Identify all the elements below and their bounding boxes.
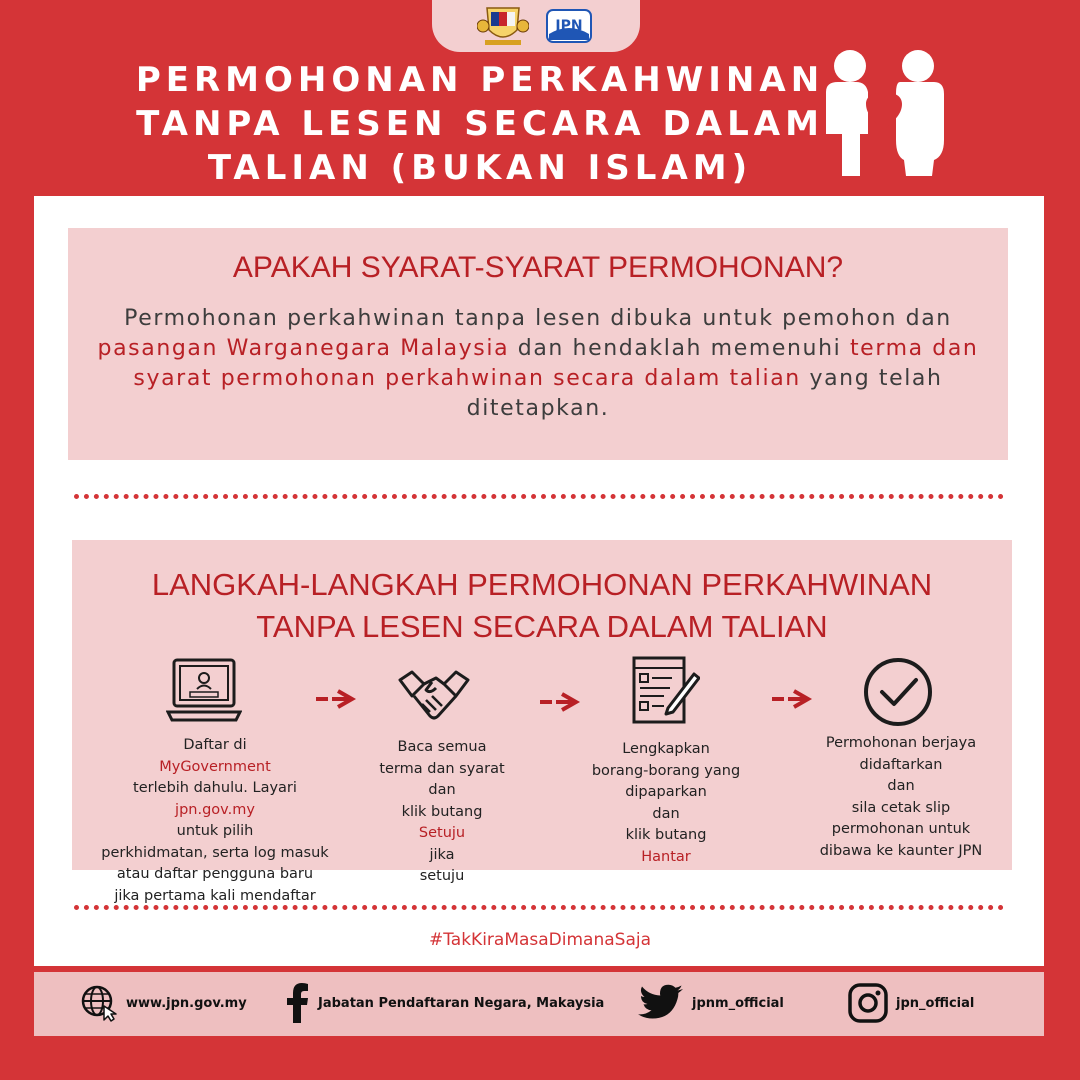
instagram-icon	[848, 983, 888, 1023]
requirements-highlight-citizens: pasangan Warganegara Malaysia	[97, 336, 510, 361]
footer-website[interactable]	[80, 982, 247, 1024]
step-3-line-3: dipaparkan	[625, 784, 707, 800]
instagram-text: jpn_official	[896, 995, 975, 1011]
requirements-text-part2: dan hendaklah memenuhi	[517, 336, 842, 361]
step-1-text	[90, 735, 340, 907]
step-4-line-3: dan	[887, 778, 915, 794]
step-4-line-4: sila cetak slip	[851, 799, 951, 816]
facebook-text: Jabatan Pendaftaran Negara, Makaysia	[318, 995, 605, 1011]
twitter-icon	[638, 984, 684, 1022]
mygovernment-link: MyGovernment	[159, 758, 271, 775]
step-2-line-2: terma dan syarat	[379, 760, 505, 777]
facebook-icon	[284, 983, 310, 1023]
svg-text:JPN: JPN	[555, 18, 583, 34]
website-text: www.jpn.gov.my	[126, 995, 247, 1011]
step-4-text	[796, 733, 1006, 862]
footer-facebook[interactable]	[284, 982, 604, 1024]
handshake-icon	[396, 660, 472, 732]
step-1-line-3b: untuk pilih	[176, 823, 254, 839]
step-3-line-2: borang-borang yang	[591, 762, 741, 779]
globe-cursor-icon	[80, 984, 118, 1022]
dotted-divider	[74, 494, 1004, 499]
step-3-text	[566, 739, 766, 868]
steps-heading	[72, 564, 1012, 648]
setuju-label: Setuju	[418, 825, 466, 841]
step-1-line-6: jika pertama kali mendaftar	[114, 887, 316, 904]
step-3-line-5a: klik butang	[625, 827, 707, 843]
step-4-line-6: dibawa ke kaunter JPN	[819, 842, 983, 859]
jpn-logo-icon	[543, 4, 595, 48]
jpn-website-link: jpn.gov.my	[175, 801, 255, 818]
step-3-line-1: Lengkapkan	[622, 741, 710, 757]
step-2-line-4c: jika	[429, 846, 455, 863]
arrow-right-icon	[538, 690, 586, 714]
step-1-line-1a: Daftar di	[183, 737, 247, 753]
hashtag: #TakKiraMasaDimanaSaja	[428, 930, 652, 950]
logo-tab	[432, 0, 640, 52]
step-4-line-2: didaftarkan	[859, 756, 943, 773]
step-2-line-3: dan	[428, 782, 456, 798]
check-circle-icon	[860, 656, 936, 728]
step-4-line-1: Permohonan berjaya	[825, 735, 977, 751]
step-2-text	[342, 737, 542, 888]
step-1-line-4: perkhidmatan, serta log masuk	[101, 844, 329, 861]
hantar-label: Hantar	[641, 848, 691, 865]
requirements-heading: APAKAH SYARAT-SYARAT PERMOHONAN?	[232, 251, 844, 284]
step-2-line-5: setuju	[419, 868, 465, 884]
step-1-line-2: terlebih dahulu. Layari	[133, 780, 297, 796]
steps-heading-line1: LANGKAH-LANGKAH PERMOHONAN PERKAHWINAN	[151, 567, 933, 602]
step-4-line-5: permohonan untuk	[831, 821, 971, 837]
requirements-text-part1: Permohonan perkahwinan tanpa lesen dibuka untuk pemohon dan	[124, 306, 952, 331]
requirements-text	[88, 304, 988, 424]
twitter-text: jpnm_official	[692, 995, 784, 1011]
footer-twitter[interactable]	[638, 982, 784, 1024]
laptop-login-icon	[166, 656, 242, 728]
step-2-line-1: Baca semua	[397, 739, 487, 755]
step-2-line-4a: klik butang	[401, 803, 483, 820]
requirements-text-part3: yang telah ditetapkan.	[466, 366, 943, 421]
dotted-divider	[74, 905, 1004, 910]
page-title: PERMOHONAN PERKAHWINAN TANPA LESEN SECARA DALAM TALIAN (BUKAN ISLAM)	[135, 60, 825, 188]
footer-instagram[interactable]	[848, 982, 974, 1024]
step-1-line-5: atau daftar pengguna baru	[116, 866, 314, 882]
malaysia-crest-icon	[477, 4, 529, 48]
steps-heading-line2: TANPA LESEN SECARA DALAM TALIAN	[256, 609, 828, 644]
arrow-right-icon	[314, 687, 362, 711]
couple-heart-icon	[822, 48, 946, 178]
requirements-highlight-terms: terma dan syarat permohonan perkahwinan secara dalam talian	[133, 336, 979, 391]
form-edit-icon	[624, 654, 700, 726]
arrow-right-icon	[770, 687, 818, 711]
step-3-line-4: dan	[652, 805, 680, 822]
